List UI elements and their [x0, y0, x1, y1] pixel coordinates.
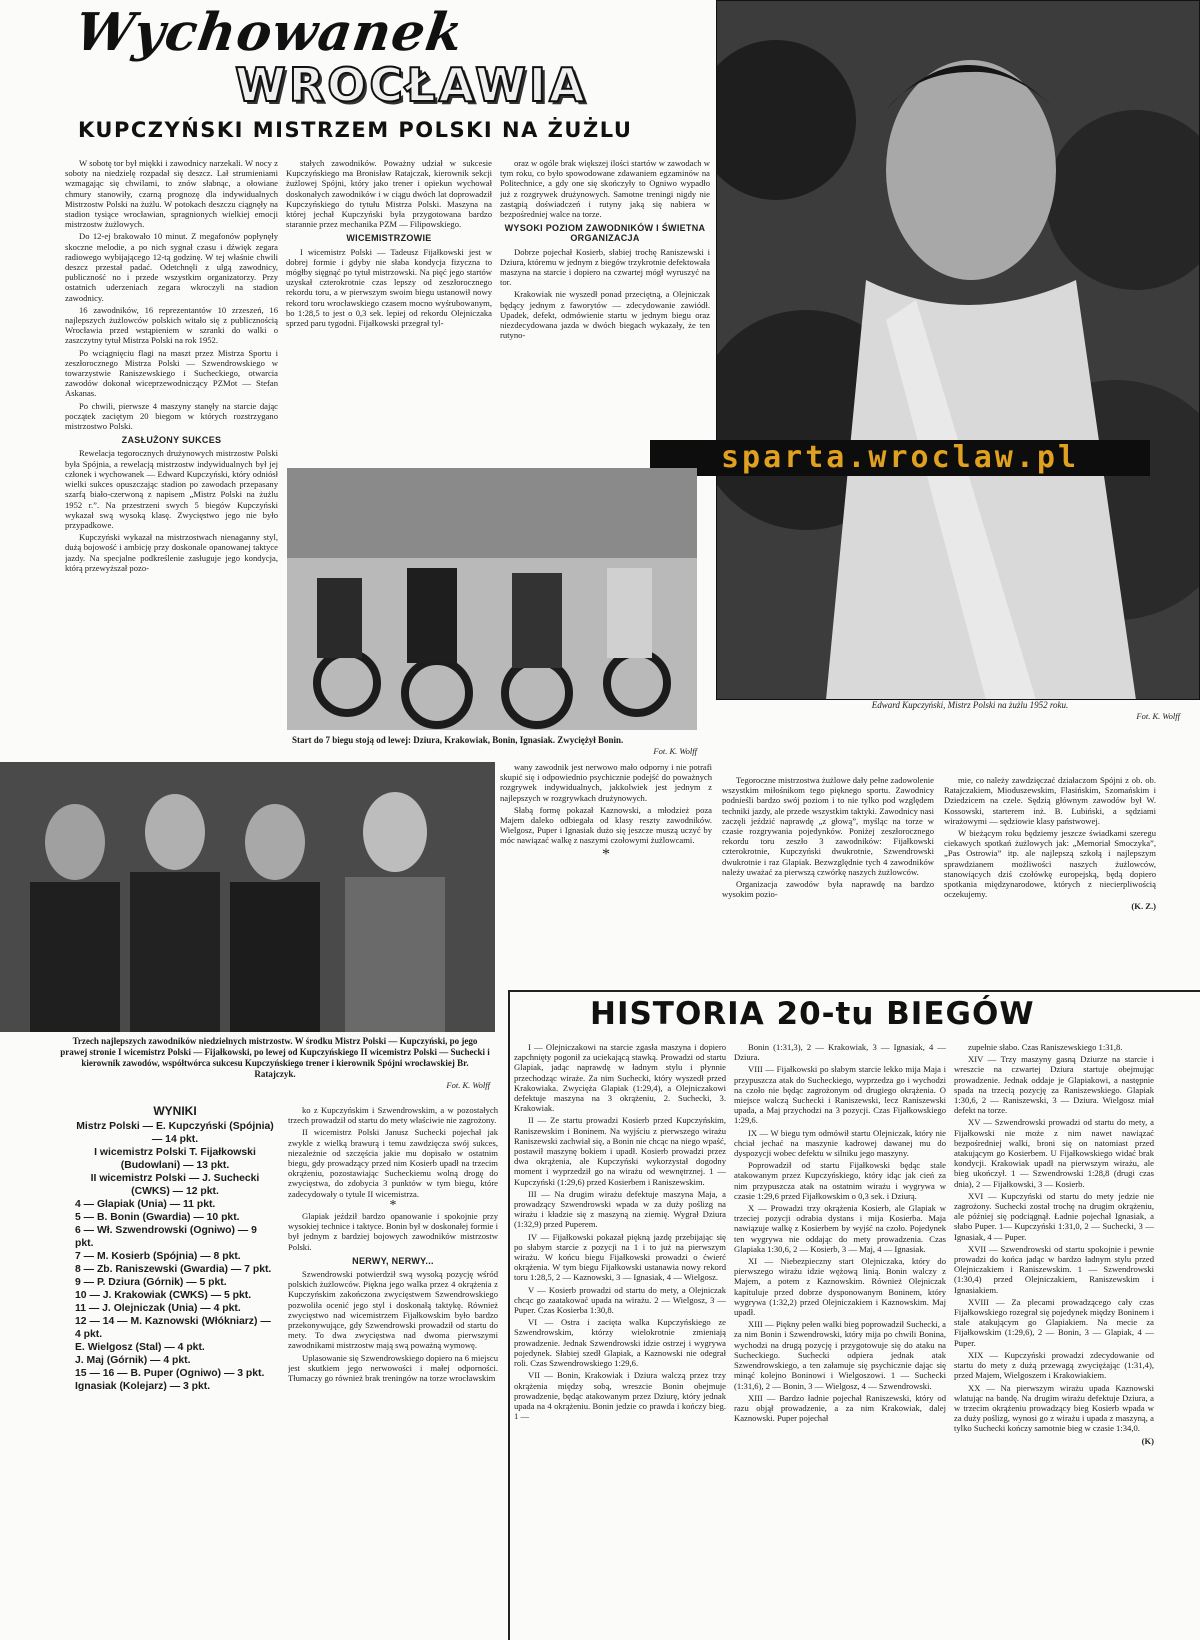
subheading-wicemistrzowie: WICEMISTRZOWIE [346, 233, 432, 244]
paragraph: mie, co należy zawdzięczać działaczom Spójni z ob. ob. Ratajczakiem, Mioduszewskim, Flasińskim, Szomańskim i Dziedzicem na czele. Sędzią głównym zawodów był W. Kossowski, starterem inż. B. Lubiński, a sędziami wirażowymi — sędziowie klasy państwowej. [944, 775, 1156, 826]
results-line: E. Wielgosz (Stal) — 4 pkt. [75, 1342, 205, 1353]
section-separator-star: * [389, 1197, 397, 1213]
heat-paragraph: XVI — Kupczyński od startu do mety jedzie nie zagrożony. Suchecki został trochę na drugim okrążeniu, ale później się podciągnął. Ładnie pojechał Ignasiak, a słabo Puper. 1— Kupczyński 1:31,0, 2 — Suchecki, 3 — Ignasiak, 4 — Puper. [954, 1190, 1154, 1242]
masthead [60, 0, 710, 150]
results-title: WYNIKI [153, 1105, 197, 1118]
photo-credit: Fot. K. Wolff [1136, 711, 1180, 721]
results-line: 6 — Wł. Szwendrowski (Ogniwo) — 9 pkt. [75, 1225, 257, 1249]
paragraph: Tegoroczne mistrzostwa żużlowe dały pełne zadowolenie wszystkim miłośnikom tego pięknego sportu. Zawodnicy podnieśli bardzo swój poziom i to nie tylko pod względem techniki jazdy, ale przede wszystkim taktyki. Zawodnicy nasi zaczęli jeździć naprawdę „z głową”, myśląc na torze w czasie rozgrywania pojedynków. Poniżej zeszłorocznego rekordu toru zeszło 3 zawodników: Fijałkowski czterokrotnie, Kupczyński dwukrotnie, Szwendrowski dwukrotnie i raz Glapiak. Bezwzględnie tych 4 zawodników należy uważać za pierwszą czwórkę naszych żużlowców. [722, 775, 934, 877]
heat-paragraph: II — Ze startu prowadzi Kosierb przed Kupczyńskim, Raniszewskim i Boninem. Na wyjściu z pierwszego wirażu Raniszewski zachwiał się, a Bonin nie chcąc na niego wpaść, postawił maszynę bokiem i upadł. Kosierb prowadzi przez dwa okrążenia, ale Kupczyński wykorzystał dogodny moment i wyprzedził go na wirażu od wewnętrznej. 1 — Kupczyński (1:29,6) przed Kosierbem i Raniszewskim. [514, 1115, 726, 1187]
article-column-2 [286, 158, 492, 458]
heat-paragraph: XIX — Kupczyński prowadzi zdecydowanie od startu do mety z dużą przewagą zwyciężając (1:31,4), przed Majem, Wielgoszem i Krakowiakiem. [954, 1349, 1154, 1381]
photo-credit: Fot. K. Wolff [446, 1080, 490, 1090]
paragraph: W bieżącym roku będziemy jeszcze świadkami szeregu ciekawych spotkań żużlowych jak: „Memoriał Smoczyka”, „Pas Ostrowia” itp. ale najlepszą szkołą i najlepszym sprawdzianem możliwości naszych żużlowców, stanowiących dziś czołówkę europejską, będą dopiero spotkania międzynarodowe, których z niecierpliwością oczekujemy. [944, 828, 1156, 900]
article-column-1 [65, 158, 278, 598]
heat-paragraph: XVIII — Za plecami prowadzącego cały czas Fijałkowskiego rozegrał się pojedynek między Boninem i stale atakującym go Glapiakiem. Na mecie za Fijałkowskim (1:29,6), 2 — Bonin, 3 — Glapiak, 4 — Puper. [954, 1296, 1154, 1348]
history-column-2 [734, 1042, 946, 1638]
caption-text: Edward Kupczyński, Mistrz Polski na żużlu 1952 roku. [871, 700, 1069, 710]
watermark: sparta.wroclaw.pl [650, 440, 1150, 476]
results-line: 7 — M. Kosierb (Spójnia) — 8 pkt. [75, 1251, 241, 1262]
heat-paragraph: XI — Niebezpieczny start Olejniczaka, który do pierwszego wirażu idzie wężową linią. Bonin walczy z Majem, a potem z Kaznowskim. Również Olejniczak kapituluje przed dobrze dysponowanym Boninem, który wygrywa (1:32,2) przed Olejniczakiem i Kaznowskim. Maj upadł. [734, 1256, 946, 1318]
results-line: Ignasiak (Kolejarz) — 3 pkt. [75, 1381, 211, 1392]
riders-illustration [0, 762, 495, 1032]
paragraph: Glapiak jeździł bardzo opanowanie i spokojnie przy wysokiej technice i taktyce. Bonin był w doskonałej formie i był jednym z bardziej bojowych zawodników mistrzostw Polski. [288, 1211, 498, 1252]
paragraph: 16 zawodników, 16 reprezentantów 10 zrzeszeń, 16 najlepszych żużlowców polskich witało się z publicznością Wrocławia przed wstąpieniem w szranki do walki o zaszczytny tytuł Mistrza Polski na rok 1952. [65, 304, 278, 346]
paragraph: Uplasowanie się Szwendrowskiego dopiero na 6 miejscu jest skutkiem jego nerwowości i małej odporności. Tłumaczy go również brak treningów na torze wrocławskim [288, 1352, 498, 1384]
portrait-illustration [716, 0, 1200, 700]
photo-start-race [287, 468, 697, 730]
heat-paragraph: V — Kosierb prowadzi od startu do mety, a Olejniczak chcąc go zaatakować upada na wirażu. 2 — Wielgosz, 3 — Puper. Czas Kosierba 1:30,8. [514, 1284, 726, 1316]
photo-start-caption [292, 735, 697, 756]
results-line: Mistrz Polski — E. Kupczyński (Spójnia) — 14 pkt. [76, 1121, 274, 1145]
paragraph: Po chwili, pierwsze 4 maszyny stanęły na starcie dając początek zaciętym 20 biegom w których rozstrzygano mistrzostwo Polski. [65, 400, 278, 432]
results-line: 10 — J. Krakowiak (CWKS) — 5 pkt. [75, 1290, 252, 1301]
heat-paragraph: IX — W biegu tym odmówił startu Olejniczak, który nie chciał jechać na maszynie kadrowej dawanej mu do dyspozycji wobec defektu w silniku jego maszyny. [734, 1127, 946, 1159]
caption-text: Trzech najlepszych zawodników niedzielnych mistrzostw. W środku Mistrz Polski — Kupczyński, po jego prawej stronie I wicemistrz Polski — Fijałkowski, po lewej od Kupczyńskiego II wicemistrz Polski — Suchecki i kierownik zawodów, współtwórca sukcesu Kupczyńskiego trener i kierownik Spójni wrocławskiej Br. Ratajczyk. [60, 1036, 490, 1079]
article-column-3 [500, 158, 710, 458]
results-box [75, 1105, 275, 1633]
paragraph: Do 12-ej brakowało 10 minut. Z megafonów popłynęły skoczne melodie, a po nich sygnał czasu i dźwięk zegara radiowego wybijającego 12-tą godzinę. W tej właśnie chwili deszcz przestał padać. Odetchnęli z ulgą zawodnicy, publiczność no i przede wszystkim organizatorzy. Przy ostatnich uderzeniach zegara wkroczyli na stadion zawodnicy. [65, 231, 278, 303]
mid-column-c [944, 775, 1156, 965]
photo-three-riders [0, 762, 495, 1032]
heat-paragraph: XIV — Trzy maszyny gasną Dziurze na starcie i wreszcie na czwartej Dziura startuje obejmując prowadzenie. Jednak oddaje je Glapiakowi, a następnie spada na trzecią pozycję za Raniszewskiego. Glapiak 1:30,6, 2 — Raniszewski, 3 — Dziura. Wielgosz miał defekt na torze. [954, 1054, 1154, 1116]
results-line: J. Maj (Górnik) — 4 pkt. [75, 1355, 191, 1366]
history-signature: (K) [1141, 1435, 1154, 1446]
paragraph: Po wciągnięciu flagi na maszt przez Mistrza Sportu i zeszłorocznego Mistrza Polski — Szwendrowskiego w towarzystwie Raniszewskiego i Sucheckiego, otwarcia zawodów dokonał wiceprzewodniczący PZMot — Stefan Askanas. [65, 347, 278, 399]
paragraph: Słabą formę pokazał Kaznowski, a młodzież poza Majem daleko odbiegała od klasy reszty zawodników. Wielgosz, Puper i Ignasiak dużo się jeszcze muszą uczyć by móc nawiązać walkę z naszymi czołowymi żużlowcami. [500, 804, 712, 846]
heat-paragraph: XX — Na pierwszym wirażu upada Kaznowski wlatując na bandę. Na drugim wirażu defektuje Dziura, a w trzecim okrążeniu prowadzący bieg Kosierb wpada w za duży poślizg, wynosi go z wirażu i upada z maszyną, a tylko Suchecki kończy samotnie bieg w czasie 1:34,0. [954, 1382, 1154, 1434]
heat-paragraph: Poprowadził od startu Fijałkowski będąc stale atakowanym przez Kupczyńskiego, który idąc jak cień za nim przypuszcza atak na ostatnim wirażu i wygrywa w czasie 1:29,6 przed Fijałkowskim o 0,3 sek. i Dziurą. [734, 1160, 946, 1201]
results-line: 8 — Zb. Raniszewski (Gwardia) — 7 pkt. [75, 1264, 272, 1275]
history-title: HISTORIA 20-tu BIEGÓW [590, 996, 1035, 1032]
paragraph: II wicemistrz Polski Janusz Suchecki pojechał jak zwykle z wielką brawurą i temu zawdzięcza swój sukces, niezależnie od szczęścia jakie mu dopisało w ostatnim biegu, gdy prowadzący przed nim Kosierb upadł na trzecim okrążeniu, pozostawiając Sucheckiemu wolną drogę do zwycięstwa, do zdobycia 3 punktów w tym biegu, które zadecydowały o tytule II wicemistrza. [288, 1127, 498, 1199]
heat-paragraph: Bonin (1:31,3), 2 — Krakowiak, 3 — Ignasiak, 4 — Dziura. [734, 1042, 946, 1063]
paragraph: ko z Kupczyńskim i Szwendrowskim, a w pozostałych trzech prowadził od startu do mety właściwie nie zagrożony. [288, 1105, 498, 1126]
lower-column [288, 1105, 498, 1635]
headline: KUPCZYŃSKI MISTRZEM POLSKI NA ŻUŻLU [78, 118, 633, 142]
subheading-nerwy: NERWY, NERWY... [352, 1255, 434, 1266]
results-line: 5 — B. Bonin (Gwardia) — 10 pkt. [75, 1212, 240, 1223]
subheading-wysoki-poziom: WYSOKI POZIOM ZAWODNIKÓW I ŚWIETNA ORGANIZACJA [504, 223, 706, 244]
history-column-3 [954, 1042, 1154, 1638]
masthead-title-script: Wychowanek [71, 2, 468, 63]
paragraph: Szwendrowski potwierdził swą wysoką pozycję wśród polskich żużlowców. Piękna jego walka przez 4 okrążenia z Kupczyńskim zakończona zwycięstwem Szwendrowskiego pozwoliła ocenić jego styl i doskonałą taktykę. Również zwycięstwo nad wicemistrzem Fijałkowskim było bardzo przekonywujące, gdy Szwendrowski prowadził od startu do mety. To dwa zwycięstwa nad dwoma pierwszymi zawodnikami mistrzostw mają swą poważną wymowę. [288, 1269, 498, 1351]
results-line: 15 — 16 — B. Puper (Ogniwo) — 3 pkt. [75, 1368, 265, 1379]
results-line: II wicemistrz Polski — J. Suchecki (CWKS) — 12 pkt. [90, 1173, 260, 1197]
photo-kupczynski-portrait [716, 0, 1200, 700]
start-race-illustration [287, 468, 697, 730]
subheading-zasluzony-sukces: ZASŁUŻONY SUKCES [121, 435, 222, 446]
paragraph: stałych zawodników. Poważny udział w sukcesie Kupczyńskiego ma Bronisław Ratajczak, kierownik sekcji żużlowej Spójni, który jako trener i opiekun wychował doskonałych zawodników i w ciągu dwóch lat doprowadził Kupczyńskiego do tytułu Mistrza Polski. Maszyna na której jechał Kupczyński była przygotowana bardzo starannie przez mechanika PZM — Filipowskiego. [286, 158, 492, 230]
paragraph: Organizacja zawodów była naprawdę na bardzo wysokim pozio- [722, 879, 934, 900]
paragraph: Dobrze pojechał Kosierb, słabiej trochę Raniszewski i Dziura, któremu w jednym z biegów trzykrotnie defektowała maszyna na starcie i dopiero na czwartej mógł wyruszyć na tor. [500, 246, 710, 288]
paragraph: oraz w ogóle brak większej ilości startów w zawodach w tym roku, co było spowodowane zdawaniem egzaminów na Politechnice, a gdy one się skończyły to Ogniwo wypadło już z rozgrywek drużynowych. Samotne treningi nigdy nie zastąpią doświadczeń i rutyny jaką się nabiera w bezpośredniej walce na torze. [500, 158, 710, 220]
results-line: 4 — Glapiak (Unia) — 11 pkt. [75, 1199, 216, 1210]
results-line: I wicemistrz Polski T. Fijałkowski (Budowlani) — 13 pkt. [94, 1147, 256, 1171]
article-col1-paragraphs [65, 158, 278, 431]
photo-three-riders-caption [60, 1036, 490, 1090]
caption-text: Start do 7 biegu stoją od lewej: Dziura, Krakowiak, Bonin, Ignasiak. Zwyciężył Bonin. [292, 735, 624, 745]
heat-paragraph: I — Olejniczakowi na starcie zgasła maszyna i dopiero zapchnięty pogonił za uciekającą stawką. Prowadzi od startu Glapiak, jadąc naprawdę w ładnym stylu i płynnie przechodząc wiraże. Za nim Suchecki, który wyszedł przed Krakowiaka. Zwycięża Glapiak (1:29,4), a Olejniczakowi defektuje maszyna na 3 okrążeniu, 2. Suchecki, 3. Krakowiak. [514, 1042, 726, 1114]
history-column-1 [514, 1042, 726, 1638]
article-signature: (K. Z.) [1131, 901, 1156, 912]
heat-paragraph: VII — Bonin, Krakowiak i Dziura walczą przez trzy okrążenia między sobą, wreszcie Bonin obejmuje prowadzenie, będąc atakowanym przez Dziurę, który jednak upada na 4 okrążeniu. Bonin jedzie co prawda i kończy bieg. 1 — [514, 1370, 726, 1422]
results-line: 12 — 14 — M. Kaznowski (Włókniarz) — 4 pkt. [75, 1316, 271, 1340]
heat-paragraph: XVII — Szwendrowski od startu spokojnie i pewnie prowadzi do końca jadąc w bardzo ładnym stylu przed Olejniczakiem i Raniszewskim. 1 — Szwendrowski (1:30,4) przed Olejniczakiem, Raniszewskim i Ignasiakiem. [954, 1243, 1154, 1295]
heat-paragraph: XIII — Bardzo ładnie pojechał Raniszewski, który od razu objął prowadzenie, a za nim Krakowiak, dalej Kaznowski. Puper pojechał [734, 1392, 946, 1424]
paragraph: Rewelacja tegorocznych drużynowych mistrzostw Polski była Spójnia, a rewelacją mistrzostw indywidualnych był jej członek i wychowanek — Edward Kupczyński, który odniósł wielki sukces opuszczając stadion po zawodach przepasany szarfą biało-czerwoną z napisem „Mistrz Polski na żużlu 1952 r.”. Na przestrzeni swych 5 biegów Kupczyński wykazał swą wysoką klasę. Zwycięstwo jego nie było przypadkowe. [65, 448, 278, 530]
mid-column-a [500, 762, 712, 962]
photo-credit: Fot. K. Wolff [653, 746, 697, 756]
section-separator-star: * [602, 845, 610, 863]
heat-paragraph: XIII — Piękny pełen walki bieg poprowadził Suchecki, a za nim Bonin i Szwendrowski, który mija po chwili Bonina, wychodzi na drugą pozycję i przygotowuje się do ataku na Sucheckiego. Suchecki odpiera jednak atak Szwendrowskiego, a ten załamuje się psychicznie dając się minąć kolejno Boninowi i Wielgoszowi. 1 — Suchecki (1:31,6), 2 — Bonin, 3 — Wielgosz, 4 — Szwendrowski. [734, 1319, 946, 1391]
paragraph: W sobotę tor był miękki i zawodnicy narzekali. W nocy z soboty na niedzielę rozpadał się deszcz. Lał strumieniami wzmagając się chwilami, to znów słabnąc, a ołowiane chmury stanowiły, czarną prognozę dla indywidualnych Mistrzostw Polski na żużlu. W potokach deszczu ciągnęły na stadion tysiące wrocławian, spragnionych wielkiej emocji mistrzostw żużlowych. [65, 158, 278, 230]
paragraph: wany zawodnik jest nerwowo mało odporny i nie potrafi skupić się i odpowiednio psychicznie podejść do poważnych rozgrywek indywidualnych, jakkolwiek jest jednym z najlepszych w rozgrywkach drużynowych. [500, 762, 712, 803]
masthead-title-block: WROCŁAWIA [235, 58, 588, 112]
heat-paragraph: III — Na drugim wirażu defektuje maszyna Maja, a prowadzący Szwendrowski wpada w za duży poślizg na wirażu i kładzie się z maszyną na ziemię. Wygrał Dziura (1:32,9) przed Puperem. [514, 1188, 726, 1230]
heat-paragraph: VIII — Fijałkowski po słabym starcie lekko mija Maja i przypuszcza atak do Sucheckiego, wyprzedza go i wychodzi na czoło nie będąc zagrożonym od drugiego okrążenia. O miejsce walczą Suchecki i Raniszewski, lecz Raniszewski upada, a Maj przychodzi na 3 pozycji. Czas Fijałkowskiego 1:29,6. [734, 1064, 946, 1126]
paragraph: Kupczyński wykazał na mistrzostwach nienaganny styl, dużą bojowość i ambicję przy doskonale opanowanej taktyce jazdy. Na specjalne podkreślenie zasługuje jego kondycja, którą przewyższał pozo- [65, 532, 278, 573]
heat-paragraph: XV — Szwendrowski prowadzi od startu do mety, a Fijałkowski nie może z nim nawet nawiązać bezpośredniej walki, broni się on natomiast przed atakującym go Kosierbem. U Fijałkowskiego widać brak kondycji. Krakowiak upadł na pierwszym wirażu, ale bieg ukończył. 1 — Szwendrowski 1:28,8 (drugi czas dnia), 2 — Fijałkowski, 3 — Kosierb. [954, 1117, 1154, 1189]
photo-portrait-caption [760, 700, 1180, 721]
paragraph: Krakowiak nie wyszedł ponad przeciętną, a Olejniczak będący jednym z faworytów — zdecydowanie zawiódł. Upadek, defekt, odmówienie startu w jednym biegu oraz niezdecydowana jazda w dwóch biegach wykazały, że ten rutyno- [500, 289, 710, 341]
heat-paragraph: IV — Fijałkowski pokazał piękną jazdę przebijając się po słabym starcie z pozycji na 1 i to już na pierwszym wirażu. W końcu biegu Fijałkowski prowadzi o ćwierć okrążenia. W tym biegu Fijałkowski ustanawia nowy rekord toru 1:28,5, 2 — Kaznowski, 3 — Ignasiak, 4 — Wielgosz. [514, 1231, 726, 1283]
heat-paragraph: zupełnie słabo. Czas Raniszewskiego 1:31,8. [968, 1042, 1123, 1052]
heat-paragraph: VI — Ostra i zacięta walka Kupczyńskiego ze Szwendrowskim, którzy wielokrotnie zmieniają prowadzenie. Jednak Szwendrowski idzie ostrzej i wygrywa pojedynek. Słabiej szedł Glapiak, a Kaznowski nie odegrał roli. Czas Szwendrowskiego 1:29,6. [514, 1317, 726, 1369]
heat-paragraph: X — Prowadzi trzy okrążenia Kosierb, ale Glapiak w trzeciej pozycji odrabia dystans i mija Kosierba. Maja nawiązuje walkę z Kosierbem by wyjść na czoło. Pojedynek ten wygrywa nie oddając do mety prowadzenia. Czas Glapiaka 1:30,6, 2 — Kosierb, 3 — Maj, 4 — Ignasiak. [734, 1203, 946, 1254]
mid-column-b [722, 775, 934, 965]
results-line: 11 — J. Olejniczak (Unia) — 4 pkt. [75, 1303, 241, 1314]
paragraph: I wicemistrz Polski — Tadeusz Fijałkowski jest w dobrej formie i gdyby nie słaba kondycja fizyczna to mógłby sięgnąć po tytuł mistrzowski. Na pięć jego startów uzyskał czterokrotnie czas lepszy od zeszłorocznego rekordu toru, a w pierwszym swoim biegu ustanowił nowy rekord toru wrocławskiego czasem mocno wyśrubowanym, bo 1:28,5 to jest o 0,3 sek. lepiej od rekordu Olejniczaka sprzed paru tygodni. Fijałkowski przegrał tyl- [286, 246, 492, 329]
results-line: 9 — P. Dziura (Górnik) — 5 pkt. [75, 1277, 227, 1288]
